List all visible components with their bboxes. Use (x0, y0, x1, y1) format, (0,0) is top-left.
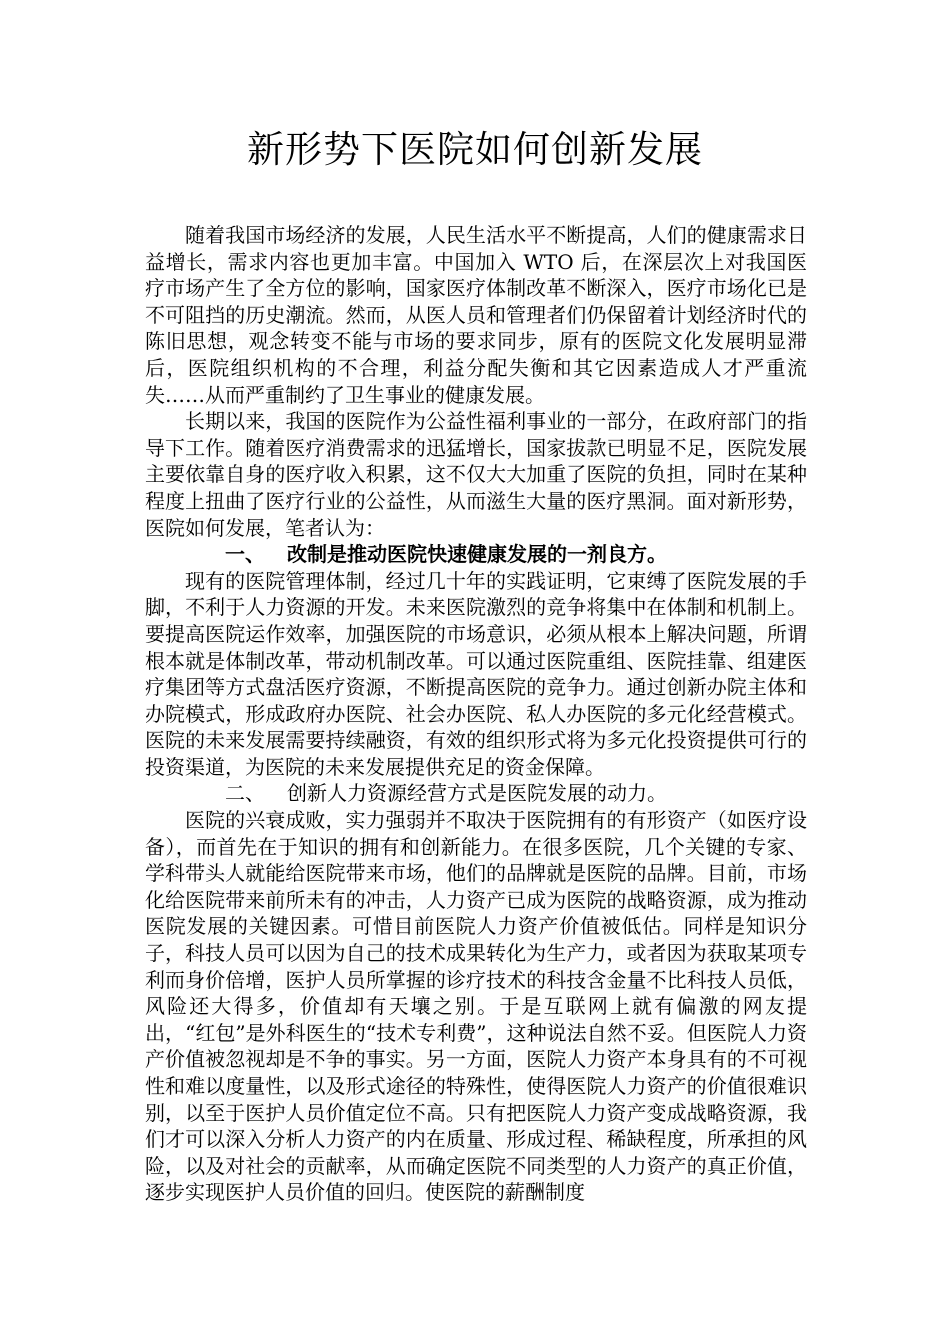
section-2-number: 二、 (225, 781, 265, 806)
intro-paragraph-2: 长期以来，我国的医院作为公益性福利事业的一部分，在政府部门的指导下工作。随着医疗消费需求的迅猛增长，国家拔款已明显不足，医院发展主要依靠自身的医疗收入积累，这不仅大大加重了医院的负担，同时在某种程度上扭曲了医疗行业的公益性，从而滋生大量的医疗黑洞。面对新形势，医院如何发展，笔者认为： (145, 409, 807, 540)
section-1-paragraph: 现有的医院管理体制，经过几十年的实践证明，它束缚了医院发展的手脚，不利于人力资源的开发。未来医院激烈的竞争将集中在体制和机制上。要提高医院运作效率，加强医院的市场意识，必须从根本上解决问题，所谓根本就是体制改革，带动机制改革。可以通过医院重组、医院挂靠、组建医疗集团等方式盘活医疗资源，不断提高医院的竞争力。通过创新办院主体和办院模式，形成政府办医院、社会办医院、私人办医院的多元化经营模式。医院的未来发展需要持续融资，有效的组织形式将为多元化投资提供可行的投资渠道，为医院的未来发展提供充足的资金保障。 (145, 568, 807, 779)
section-2-heading-text: 创新人力资源经营方式是医院发展的动力。 (287, 781, 667, 806)
intro-paragraph-1: 随着我国市场经济的发展，人民生活水平不断提高，人们的健康需求日益增长，需求内容也更加丰富。中国加入 WTO 后，在深层次上对我国医疗市场产生了全方位的影响，国家医疗体制改革不断深入，医疗市场化已是不可阻挡的历史潮流。然而，从医人员和管理者们仍保留着计划经济时代的陈旧思想，观念转变不能与市场的要求同步，原有的医院文化发展明显滞后，医院组织机构的不合理，利益分配失衡和其它因素造成人才严重流失……从而严重制约了卫生事业的健康发展。 (145, 223, 807, 407)
section-1-number: 一、 (225, 542, 265, 567)
document-body (145, 222, 807, 1206)
section-2-heading (145, 780, 807, 807)
section-2-paragraph: 医院的兴衰成败，实力强弱并不取决于医院拥有的有形资产（如医疗设备），而首先在于知识的拥有和创新能力。在很多医院，几个关键的专家、学科带头人就能给医院带来市场，他们的品牌就是医院的品牌。目前，市场化给医院带来前所未有的冲击，人力资产已成为医院的战略资源，成为推动医院发展的关键因素。可惜目前医院人力资产价值被低估。同样是知识分子，科技人员可以因为自己的技术成果转化为生产力，或者因为获取某项专利而身价倍增，医护人员所掌握的诊疗技术的科技含金量不比科技人员低，风险还大得多，价值却有天壤之别。于是互联网上就有偏激的网友提出，“红包”是外科医生的“技术专利费”，这种说法自然不妥。但医院人力资产价值被忽视却是不争的事实。另一方面，医院人力资产本身具有的不可视性和难以度量性，以及形式途径的特殊性，使得医院人力资产的价值很难识别，以至于医护人员价值定位不高。只有把医院人力资产变成战略资源，我们才可以深入分析人力资产的内在质量、形成过程、稀缺程度，所承担的风险，以及对社会的贡献率，从而确定医院不同类型的人力资产的真正价值，逐步实现医护人员价值的回归。使医院的薪酬制度 (145, 808, 807, 1205)
section-1-heading-text: 改制是推动医院快速健康发展的一剂良方。 (287, 542, 667, 567)
document-title: 新形势下医院如何创新发展 (247, 128, 703, 171)
section-1-heading (145, 541, 807, 568)
